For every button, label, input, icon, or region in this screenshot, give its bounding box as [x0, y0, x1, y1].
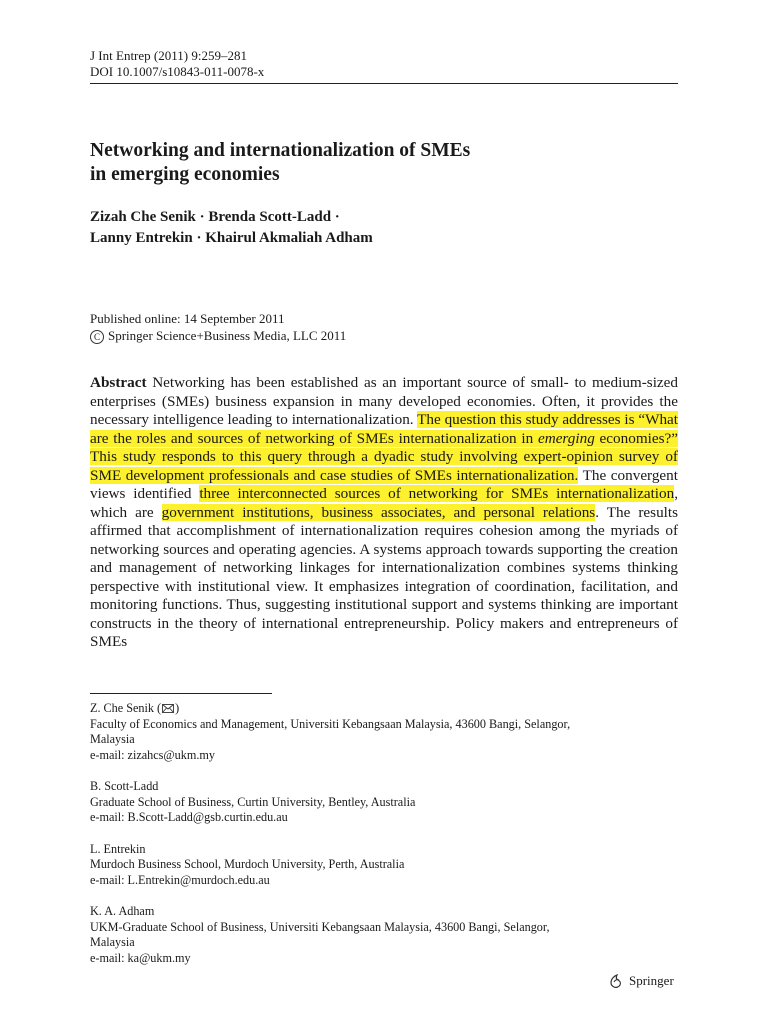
highlight: The question this study addresses is “What are the roles and sources of networking of SMEs internationalization in emerging economies?”	[90, 411, 678, 447]
affiliation-item: B. Scott-Ladd Graduate School of Business, Curtin University, Bentley, Australia e-mail: B.Scott-Ladd@gsb.curtin.edu.au	[90, 779, 678, 826]
title-line-1: Networking and internationalization of SMEs	[90, 140, 471, 161]
affiliation-item: K. A. Adham UKM-Graduate School of Business, Universiti Kebangsaan Malaysia, 43600 Bangi, Selangor, Malaysia e-mail: ka@ukm.my	[90, 904, 678, 966]
author-separator: ·	[196, 230, 202, 246]
affiliation-item: L. Entrekin Murdoch Business School, Murdoch University, Perth, Australia e-mail: L.Entrekin@murdoch.edu.au	[90, 842, 678, 889]
highlight: government institutions, business associates, and personal relations	[161, 503, 596, 521]
abstract	[90, 374, 678, 652]
springer-footer	[608, 972, 674, 990]
paper-title	[90, 139, 470, 187]
title-line-2: in emerging economies	[90, 164, 280, 185]
author-name: Lanny Entrekin	[90, 230, 193, 246]
envelope-icon	[162, 704, 174, 713]
highlight: This study responds to this query through a dyadic study involving expert-opinion survey of SME development professionals and case studies of SMEs internationalization.	[90, 448, 678, 484]
published-date: Published online: 14 September 2011	[90, 311, 285, 326]
journal-header	[90, 48, 264, 80]
footnote-divider	[90, 693, 272, 694]
copyright-icon: C	[90, 330, 104, 344]
author-separator: ·	[199, 209, 205, 225]
abstract-text: The convergent views identified	[90, 466, 678, 502]
email-link[interactable]: e-mail: B.Scott-Ladd@gsb.curtin.edu.au	[90, 810, 288, 824]
author-separator: ·	[334, 209, 340, 225]
affiliations	[90, 701, 678, 982]
email-link[interactable]: e-mail: L.Entrekin@murdoch.edu.au	[90, 872, 270, 887]
abstract-label: Abstract	[90, 374, 147, 391]
journal-citation: J Int Entrep (2011) 9:259–281	[90, 48, 247, 63]
author-name: Zizah Che Senik	[90, 209, 196, 225]
publication-info	[90, 310, 346, 344]
highlight: three interconnected sources of networking for SMEs internationalization	[199, 485, 675, 502]
author-list	[90, 207, 373, 249]
abstract-text: Networking has been established as an important source of small- to medium-sized enterprises (SMEs) business expansion in many developed economies. Often, it provides the necessary intelligence leading to internationalization.	[90, 374, 678, 428]
abstract-text: , which are	[90, 485, 678, 521]
email-link[interactable]: e-mail: zizahcs@ukm.my	[90, 747, 215, 762]
author-name: Khairul Akmaliah Adham	[205, 230, 373, 246]
abstract-text: . The results affirmed that accomplishment of internationalization requires cohesion among the myriads of networking sources and operating agencies. A systems approach towards supporting the creation and management of networking linkages for internationalization combines systems thinking perspective with institutional view. It emphasizes integration of coordination, facilitation, and monitoring functions. Thus, suggesting institutional support and systems thinking are important constructs in the theory of international entrepreneurship. Policy makers and entrepreneurs of SMEs	[90, 503, 679, 650]
publisher-name: Springer	[629, 973, 674, 988]
author-name: Brenda Scott-Ladd	[208, 209, 332, 225]
springer-logo-icon	[608, 973, 624, 989]
journal-doi: DOI 10.1007/s10843-011-0078-x	[90, 64, 265, 79]
email-link[interactable]: e-mail: ka@ukm.my	[90, 950, 191, 965]
copyright-text: Springer Science+Business Media, LLC 2011	[108, 328, 347, 343]
header-divider	[90, 83, 678, 84]
affiliation-item: Z. Che Senik ( ) Faculty of Economics and Management, Universiti Kebangsaan Malaysia, 43600 Bangi, Selangor, Malaysia e-mail: zizahcs@ukm.my	[90, 701, 678, 763]
